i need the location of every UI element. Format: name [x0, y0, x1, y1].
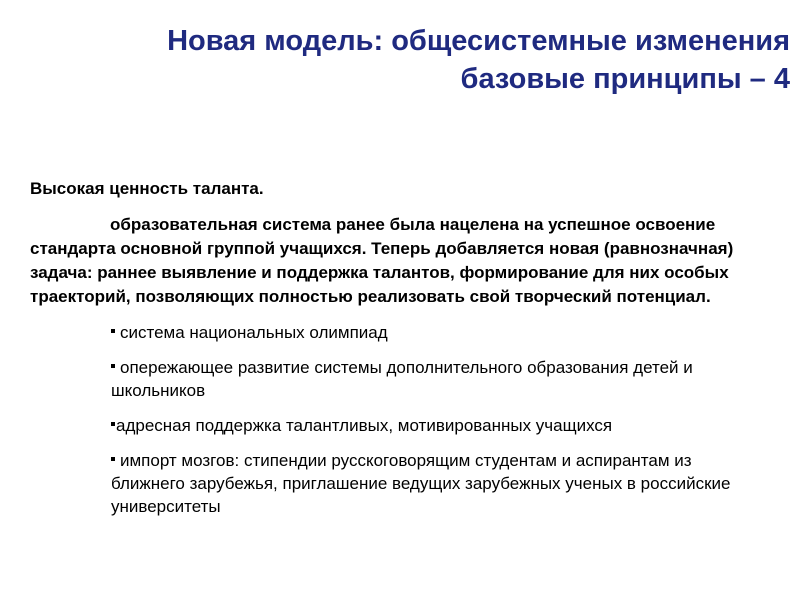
intro-paragraph: образовательная система ранее была нацелена на успешное освоение стандарта основной группой учащихся. Теперь добавляется новая (равнозначная) задача: раннее выявление и поддержка талантов, формирование для них особых траекторий, позволяющих полностью реализовать свой творческий потенциал.: [30, 215, 734, 306]
bullet-item: [111, 449, 731, 518]
bullet-item: [111, 414, 731, 437]
bullet-item: [111, 321, 731, 344]
bullet-text: импорт мозгов: стипендии русскоговорящим студентам и аспирантам из ближнего зарубежья, приглашение ведущих зарубежных ученых в российские университеты: [111, 451, 731, 516]
slide-title: [30, 22, 790, 98]
square-bullet-icon: [111, 364, 115, 368]
slide-body: [30, 178, 760, 530]
bullet-text: адресная поддержка талантливых, мотивированных учащихся: [116, 416, 613, 435]
bullet-text: опережающее развитие системы дополнительного образования детей и школьников: [111, 358, 693, 400]
bullet-text: система национальных олимпиад: [120, 323, 388, 342]
slide-title-line-1: Новая модель: общесистемные изменения: [167, 25, 790, 57]
slide-title-line-2: базовые принципы – 4: [460, 63, 790, 95]
square-bullet-icon: [111, 457, 115, 461]
bullet-item: [111, 356, 731, 402]
square-bullet-icon: [111, 422, 115, 426]
section-heading: Высокая ценность таланта.: [30, 179, 264, 198]
square-bullet-icon: [111, 329, 115, 333]
bullet-list: [30, 321, 760, 518]
